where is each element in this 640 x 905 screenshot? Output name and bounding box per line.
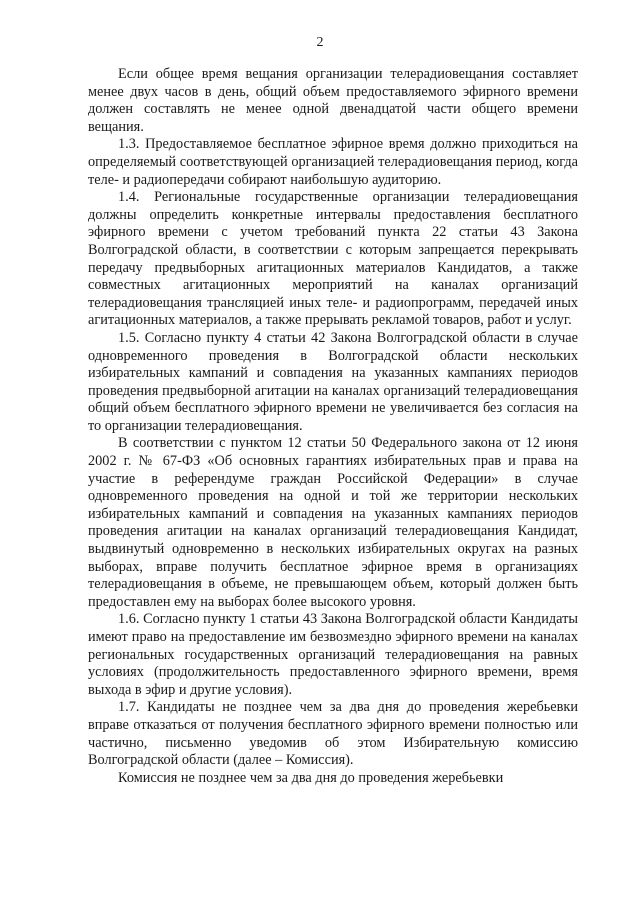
paragraph-federal-law-reference: В соответствии с пунктом 12 статьи 50 Федерального закона от 12 июня 2002 г. № 67-ФЗ «Об основных гарантиях избирательных прав и права на участие в референдуме граждан Российской Федерации» в случае одновременного проведения на одной и той же территории нескольких избирательных кампаний и совпадения на указанных кампаниях периодов проведения агитации на каналах организаций телерадиовещания Кандидат, выдвинутый одновременно в нескольких избирательных округах на разных выборах, вправе получить бесплатное эфирное время в организациях телерадиовещания в объеме, не превышающем объем, который должен быть предоставлен ему на выборах более высокого уровня. — [88, 435, 578, 610]
paragraph-1-3: 1.3. Предоставляемое бесплатное эфирное время должно приходиться на определяемый соответствующей организацией телерадиовещания период, когда теле- и радиопередачи собирают наибольшую аудиторию. — [88, 136, 578, 188]
paragraph-1-7: 1.7. Кандидаты не позднее чем за два дня до проведения жеребьевки вправе отказаться от получения бесплатного эфирного времени полностью или частично, письменно уведомив об этом Избирательную комиссию Волгоградской области (далее – Комиссия). — [88, 699, 578, 769]
paragraph-broadcast-time-requirement: Если общее время вещания организации телерадиовещания составляет менее двух часов в день, общий объем предоставляемого эфирного времени должен составлять не менее одной двенадцатой части общего времени вещания. — [88, 66, 578, 135]
paragraph-1-4: 1.4. Региональные государственные организации телерадиовещания должны определить конкретные интервалы предоставления бесплатного эфирного времени с учетом требований пункта 22 статьи 43 Закона Волгоградской области, в соответствии с которым запрещается перекрывать передачу предвыборных агитационных материалов Кандидатов, а также совместных агитационных мероприятий на каналах организаций телерадиовещания трансляцией иных теле- и радиопрограмм, передачей иных агитационных материалов, а также прерывать рекламой товаров, работ и услуг. — [88, 189, 578, 329]
page-number: 2 — [316, 35, 324, 50]
paragraph-1-5: 1.5. Согласно пункту 4 статьи 42 Закона Волгоградской области в случае одновременного проведения в Волгоградской области нескольких избирательных кампаний и совпадения на указанных кампаниях периодов проведения предвыборной агитации на каналах организаций телерадиовещания общий объем бесплатного эфирного времени не увеличивается без согласия на то организации телерадиовещания. — [88, 329, 578, 434]
paragraph-1-6: 1.6. Согласно пункту 1 статьи 43 Закона Волгоградской области Кандидаты имеют право на предоставление им безвозмездно эфирного времени на каналах региональных государственных организаций телерадиовещания на равных условиях (продолжительность предоставленного эфирного времени, время выхода в эфир и другие условия). — [88, 611, 578, 698]
paragraph-commission-truncated: Комиссия не позднее чем за два дня до проведения жеребьевки — [118, 769, 504, 786]
document-body — [88, 66, 578, 787]
